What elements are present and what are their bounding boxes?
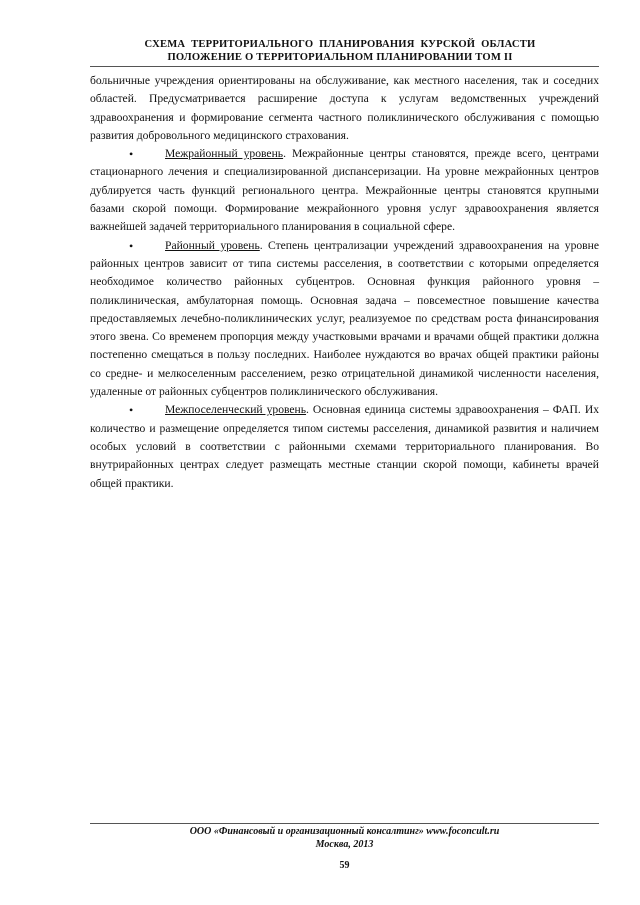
footer-city-year: Москва, 2013 xyxy=(315,838,374,850)
bullet-term: Межрайонный уровень xyxy=(165,147,284,161)
header-divider xyxy=(90,66,599,67)
bullet-text: . Степень централизации учреждений здравоохранения на уровне районных центров зависит от типа системы расселения, в соответствии с которыми определяется необходимое количество районных субцентров. Основная функция районного уровня – поликлиническая, амбулаторная помощь. Основная задача – повсеместное повышение качества предоставляемых лечебно-поликлинических услуг, реализуемое по средствам роста финансирования этого звена. Со временем пропорция между участковыми врачами и врачами общей практики должна постепенно смещаться в пользу последних. Наиболее нуждаются во врачах общей практики районы со средне- и мелкоселенным расселением, резко отрицательной динамикой численности населения, удаленные от районных субцентров поликлинического обслуживания. xyxy=(90,238,600,399)
bullet-intersettlement-level xyxy=(90,401,599,492)
header-title-line-2: ПОЛОЖЕНИЕ О ТЕРРИТОРИАЛЬНОМ ПЛАНИРОВАНИИ ТОМ II xyxy=(167,52,513,63)
paragraph-intro: больничные учреждения ориентированы на обслуживание, как местного населения, так и соседних областей. Предусматривается расширение доступа к услугам ведомственных учреждений здравоохранения и формирование сегмента частного поликлинического обслуживания с помощью развития добровольного медицинского страхования. xyxy=(90,74,599,142)
bullet-term: Межпоселенческий уровень xyxy=(165,403,307,417)
bullet-district-level xyxy=(90,237,599,402)
bullet-dot: • xyxy=(129,238,134,253)
bullet-dot: • xyxy=(129,403,134,418)
bullet-text: . Основная единица системы здравоохранения – ФАП. Их количество и размещение определяется типом системы расселения, динамикой развития и наличием особых условий в соответствии с районными схемами территориального планирования. Во внутрирайонных центрах следует размещать местные станции скорой помощи, кабинеты врачей общей практики. xyxy=(90,403,599,490)
footer-divider xyxy=(90,823,599,824)
page-header xyxy=(90,38,590,64)
bullet-dot: • xyxy=(129,147,134,162)
footer-company-line: ООО «Финансовый и организационный консалтинг» www.foconcult.ru xyxy=(189,826,500,837)
bullet-interdistrict-level xyxy=(90,145,599,236)
page-footer xyxy=(90,826,599,851)
page-number: 59 xyxy=(339,860,350,871)
bullet-term: Районный уровень xyxy=(165,238,260,252)
bullet-text: . Межрайонные центры становятся, прежде всего, центрами стационарного лечения и специализированной диспансеризации. На уровне межрайонных центров дублируется часть функций регионального центра. Межрайонные центры становятся крупными базами скорой помощи. Формирование межрайонного уровня услуг здравоохранения является важнейшей задачей территориального планирования в социальной сфере. xyxy=(90,147,599,234)
header-title-line-1: СХЕМА ТЕРРИТОРИАЛЬНОГО ПЛАНИРОВАНИЯ КУРСКОЙ ОБЛАСТИ xyxy=(144,39,536,50)
document-body xyxy=(90,72,599,493)
